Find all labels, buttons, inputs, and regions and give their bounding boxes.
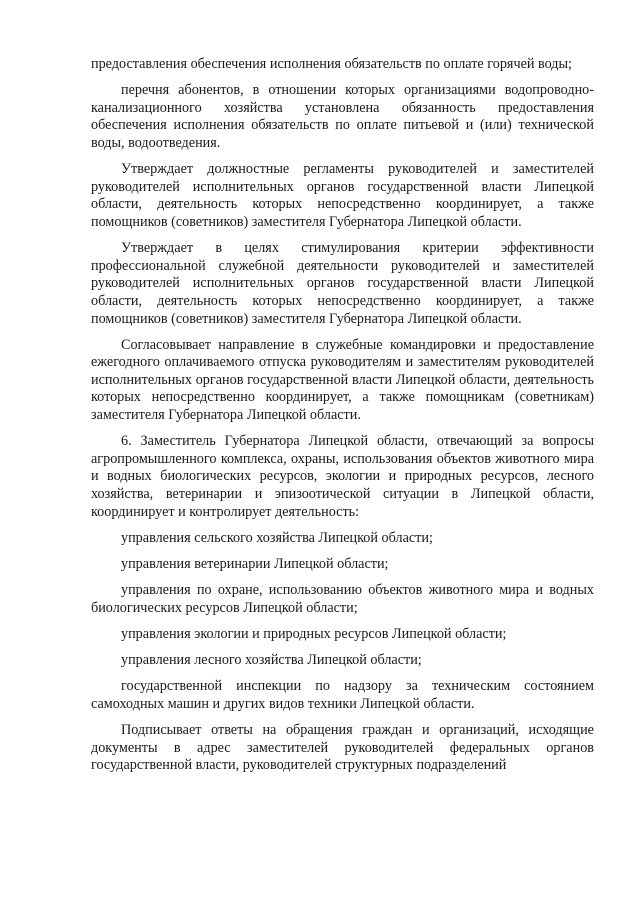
list-item-forestry: управления лесного хозяйства Липецкой области; bbox=[121, 652, 422, 669]
paragraph-approves-trips-leave: Согласовывает направление в служебные командировки и предоставление ежегодного оплачиваемого отпуска руководителям и заместителям руководителей исполнительных органов государственной власти Липецкой области, деятельность которых непосредственно координирует, а также помощникам (советникам) заместителя Губернатора Липецкой области. bbox=[91, 336, 594, 424]
paragraph-approves-criteria: Утверждает в целях стимулирования критерии эффективности профессиональной служебной деятельности руководителей и заместителей руководителей исполнительных органов государственной власти Липецкой области, деятельность которых непосредственно координирует, а также помощников (советников) заместителя Губернатора Липецкой области. bbox=[91, 240, 594, 327]
paragraph-hot-water-guarantee: предоставления обеспечения исполнения обязательств по оплате горячей воды; bbox=[91, 56, 573, 72]
list-item-wildlife: управления по охране, использованию объектов животного мира и водных биологических ресурсов Липецкой области; bbox=[91, 582, 594, 616]
list-item-agriculture: управления сельского хозяйства Липецкой области; bbox=[121, 529, 433, 546]
list-item-veterinary: управления ветеринарии Липецкой области; bbox=[121, 556, 389, 572]
paragraph-approves-regulations: Утверждает должностные регламенты руководителей и заместителей руководителей исполнительных органов государственной власти Липецкой области, деятельность которых непосредственно координирует, а также помощников (советников) заместителя Губернатора Липецкой области. bbox=[91, 161, 594, 230]
list-item-ecology: управления экологии и природных ресурсов Липецкой области; bbox=[121, 625, 507, 642]
paragraph-subscriber-list: перечня абонентов, в отношении которых организациями водопроводно-канализационного хозяйства установлена обязанность предоставления обеспечения исполнения обязательств по оплате питьевой и (или) технической воды, водоотведения. bbox=[91, 82, 594, 151]
paragraph-signs-responses: Подписывает ответы на обращения граждан и организаций, исходящие документы в адрес заместителей руководителей федеральных органов государственной власти, руководителей структурных подразделений bbox=[91, 722, 594, 774]
list-item-machinery-inspection: государственной инспекции по надзору за техническим состоянием самоходных машин и других видов техники Липецкой области. bbox=[91, 678, 594, 712]
document-page bbox=[91, 56, 594, 784]
paragraph-section-6: 6. Заместитель Губернатора Липецкой области, отвечающий за вопросы агропромышленного комплекса, охраны, использования объектов животного мира и водных биологических ресурсов, экологии и природных ресурсов, лесного хозяйства, ветеринарии и эпизоотической ситуации в Липецкой области, координирует и контролирует деятельность: bbox=[91, 433, 594, 520]
